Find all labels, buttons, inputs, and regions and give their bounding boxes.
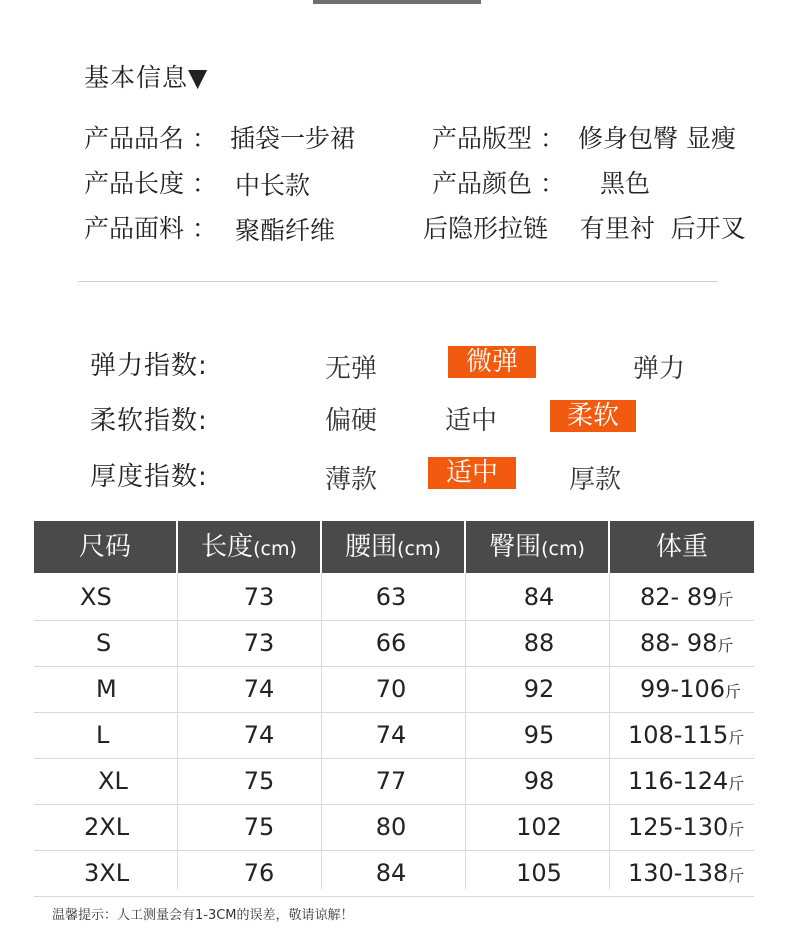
cell-weight: 108-115斤 xyxy=(628,721,745,749)
cell-hip: 88 xyxy=(523,629,555,657)
cell-hip: 105 xyxy=(516,859,562,887)
elasticity-label: 弹力指数: xyxy=(90,351,208,381)
cell-waist: 66 xyxy=(375,629,407,657)
thickness-option-medium: 适中 xyxy=(428,457,516,489)
color-value: 黑色 xyxy=(600,169,651,198)
table-row xyxy=(34,621,754,667)
header-length: 长度(cm) xyxy=(201,532,297,562)
softness-option-soft: 柔软 xyxy=(550,400,636,432)
cell-hip: 102 xyxy=(516,813,562,841)
elasticity-option-slight: 微弹 xyxy=(448,346,536,378)
header-hip: 臀围(cm) xyxy=(489,532,585,562)
name-value: 插袋一步裙 xyxy=(230,124,356,153)
features-text: 后隐形拉链 有里衬 后开叉 xyxy=(423,214,746,243)
cell-size: XS xyxy=(80,583,112,611)
table-row xyxy=(34,851,754,897)
fit-value: 修身包臀 显瘦 xyxy=(578,124,736,153)
measurement-note: 温馨提示：人工测量会有1-3CM的误差，敬请谅解！ xyxy=(52,908,354,923)
thickness-option-thin: 薄款 xyxy=(324,465,377,495)
cell-size: M xyxy=(96,675,117,703)
length-value: 中长款 xyxy=(235,171,311,200)
softness-label: 柔软指数: xyxy=(90,406,208,436)
cell-size: 3XL xyxy=(84,859,130,887)
cell-length: 75 xyxy=(243,813,275,841)
size-table-header xyxy=(34,521,754,573)
cell-weight: 125-130斤 xyxy=(628,813,745,841)
cell-size: 2XL xyxy=(84,813,130,841)
cell-waist: 63 xyxy=(375,583,407,611)
name-label: 产品品名 ： xyxy=(84,124,217,153)
cell-size: S xyxy=(96,629,112,657)
fabric-value: 聚酯纤维 xyxy=(235,216,336,245)
header-waist: 腰围(cm) xyxy=(345,532,441,562)
cell-weight: 130-138斤 xyxy=(628,859,745,887)
cell-hip: 84 xyxy=(523,583,555,611)
cell-length: 74 xyxy=(243,675,275,703)
color-label: 产品颜色 ： xyxy=(432,169,565,198)
table-row xyxy=(34,759,754,805)
thickness-label: 厚度指数: xyxy=(90,462,208,492)
elasticity-option-elastic: 弹力 xyxy=(632,354,685,384)
cell-hip: 98 xyxy=(523,767,555,795)
fit-label: 产品版型 ： xyxy=(432,124,565,153)
table-row xyxy=(34,805,754,851)
cell-weight: 99-106斤 xyxy=(640,675,742,703)
fabric-label: 产品面料 ： xyxy=(84,214,217,243)
cell-length: 75 xyxy=(243,767,275,795)
softness-option-medium: 适中 xyxy=(444,406,497,436)
table-row xyxy=(34,713,754,759)
cell-hip: 95 xyxy=(523,721,555,749)
cell-waist: 77 xyxy=(375,767,407,795)
cell-weight: 88- 98斤 xyxy=(640,629,734,657)
cell-length: 73 xyxy=(243,629,275,657)
header-size: 尺码 xyxy=(78,532,131,562)
cell-hip: 92 xyxy=(523,675,555,703)
section-divider xyxy=(78,281,718,282)
cell-weight: 116-124斤 xyxy=(628,767,745,795)
top-divider-bar xyxy=(313,0,481,4)
cell-weight: 82- 89斤 xyxy=(640,583,734,611)
cell-waist: 80 xyxy=(375,813,407,841)
cell-waist: 84 xyxy=(375,859,407,887)
cell-size: L xyxy=(96,721,110,749)
table-row xyxy=(34,575,754,621)
section-title-basic-info: 基本信息▼ xyxy=(84,63,209,92)
thickness-option-thick: 厚款 xyxy=(568,465,621,495)
cell-length: 73 xyxy=(243,583,275,611)
cell-size: XL xyxy=(98,767,128,795)
cell-waist: 70 xyxy=(375,675,407,703)
elasticity-option-none: 无弹 xyxy=(324,354,377,384)
table-row xyxy=(34,667,754,713)
cell-length: 76 xyxy=(243,859,275,887)
cell-length: 74 xyxy=(243,721,275,749)
length-label: 产品长度 ： xyxy=(84,169,217,198)
softness-option-stiff: 偏硬 xyxy=(324,406,377,436)
header-weight: 体重 xyxy=(655,532,708,562)
cell-waist: 74 xyxy=(375,721,407,749)
